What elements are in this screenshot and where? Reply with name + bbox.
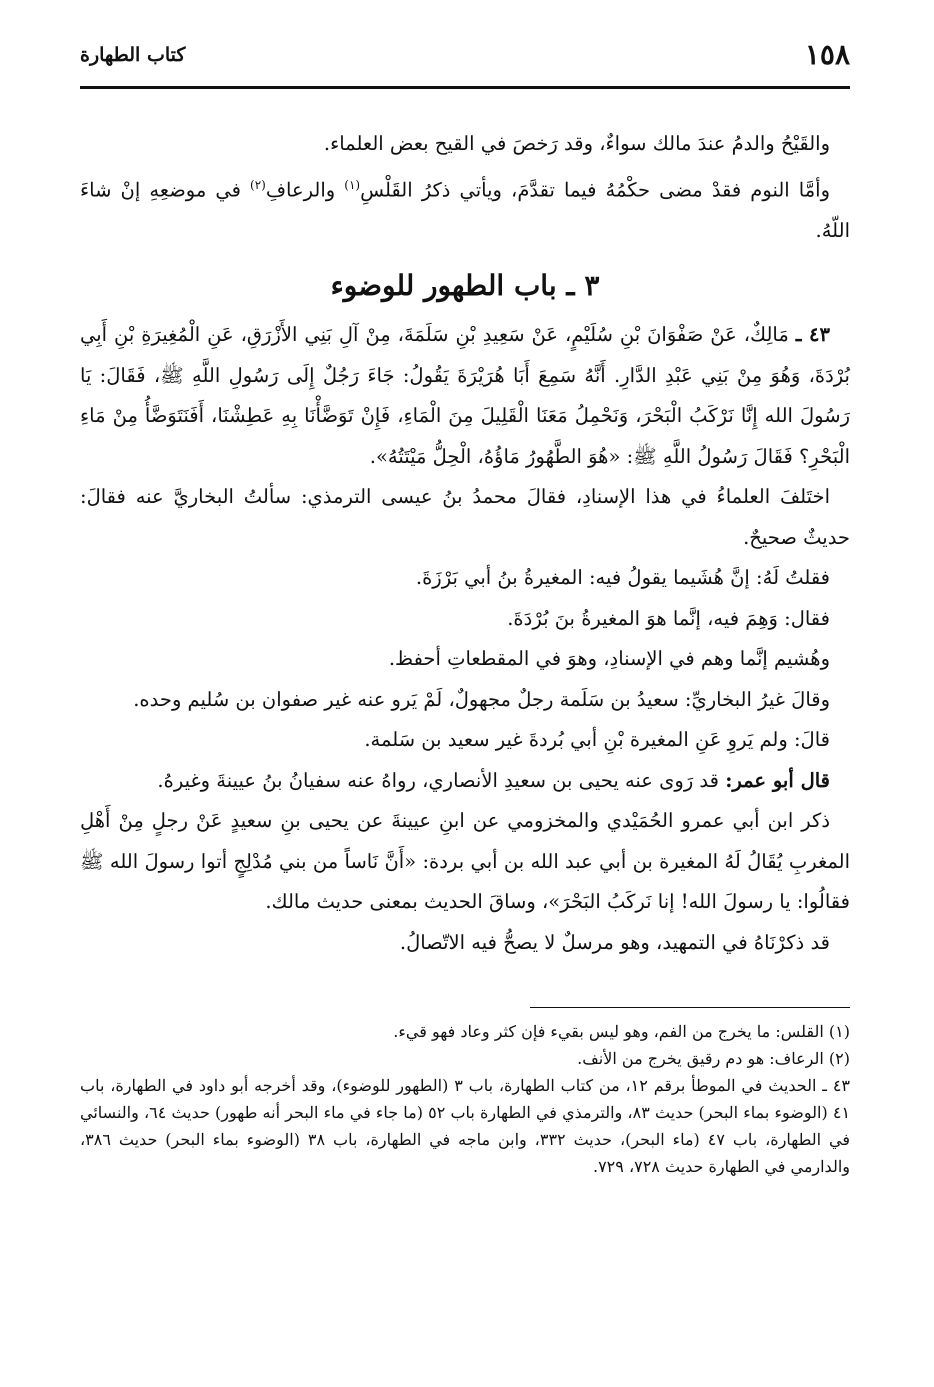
- page-header: [80, 38, 850, 72]
- header-rule: [80, 86, 850, 89]
- intro-line-1: والقَيْحُ والدمُ عندَ مالك سواءٌ، وقد رَخصَ في القيح بعض العلماء.: [323, 132, 830, 155]
- commentary-paragraph: فقال: وَهِمَ فيه، إنَّما هوَ المغيرةُ بنَ بُرْدَةَ.: [507, 606, 830, 630]
- commentary-paragraph: فقلتُ لَهُ: إنَّ هُشَيما يقولُ فيه: المغيرةُ بنُ أبي بَرْزَةَ.: [415, 566, 830, 589]
- main-text: [80, 124, 850, 963]
- footnote-hadith-reference: ٤٣ ـ الحديث في الموطأ برقم ١٢، من كتاب الطهارة، باب ٣ (الطهور للوضوء)، وقد أخرجه أبو داود في الطهارة، باب ٤١ (الوضوء بماء البحر) حديث ٨٣، والترمذي في الطهارة باب ٥٢ (ما جاء في ماء البحر أنه طهور) حديث ٦٤، والنسائي في الطهارة، باب ٤٧ (ماء البحر)، حديث ٣٣٢، وابن ماجه في الطهارة، باب ٣٨ (الوضوء بماء البحر) حديث ٣٨٦، والدارمي في الطهارة حديث ٧٢٨، ٧٢٩.: [80, 1076, 851, 1176]
- footnote-ref-1: (١): [344, 177, 361, 192]
- commentary-paragraph: وقالَ غيرُ البخاريِّ: سعيدُ بن سَلَمة رجلٌ مجهولٌ، لَمْ يَرو عنه غير صفوان بن سُليم وحده.: [133, 687, 830, 711]
- commentary-paragraph: اختَلفَ العلماءُ في هذا الإسنادِ، فقالَ محمدُ بنُ عيسى الترمذي: سألتُ البخاريَّ عنه فقالَ: حديثٌ صحيحٌ.: [80, 485, 850, 549]
- footnotes: [80, 1018, 850, 1180]
- commentary-paragraph: قالَ: ولم يَروِ عَنِ المغيرة بْنِ أبي بُردةَ غير سعيد بن سَلمة.: [364, 728, 830, 751]
- running-title: كتاب الطهارة: [80, 44, 186, 66]
- chapter-title: ٣ ـ باب الطهور للوضوء: [330, 269, 600, 302]
- speaker-label: قال أبو عمر:: [725, 768, 830, 792]
- commentary-paragraph: وهُشيم إنَّما وهم في الإسنادِ، وهوَ في المقطعاتِ أحفظ.: [388, 647, 830, 670]
- hadith-paragraph: [80, 315, 850, 477]
- hadith-number: ٤٣ ـ: [795, 323, 830, 346]
- hadith-text: مَالِكٌ، عَنْ صَفْوَانَ بْنِ سُلَيْمٍ، عَنْ سَعِيدِ بْنِ سَلَمَةَ، مِنْ آلِ بَنِي الأَزْرَقِ، عَنِ الْمُغِيرَةِ بْنِ أَبِي بُرْدَةَ، وَهُوَ مِنْ بَنِي عَبْدِ الدَّارِ. أَنَّهُ سَمِعَ أَبَا هُرَيْرَةَ يَقُولُ: جَاءَ رَجُلٌ إِلَى رَسُولِ اللَّهِ ﷺ، فَقَالَ: يَا رَسُولَ الله إِنَّا نَرْكَبُ الْبَحْرَ، وَنَحْمِلُ مَعَنَا الْقَلِيلَ مِنَ الْمَاءِ، فَإِنْ تَوَضَّأْنَا بِهِ عَطِشْنَا، أَفَنَتَوَضَّأُ مِنْ مَاءِ الْبَحْرِ؟ فَقَالَ رَسُولُ اللَّهِ ﷺ: «هُوَ الطَّهُورُ مَاؤُهُ، الْحِلُّ مَيْتَتُهُ».: [80, 323, 850, 468]
- commentary-paragraph: قال أبو عمر: قد رَوى عنه يحيى بن سعيدِ الأنصاري، رواهُ عنه سفيانُ بنُ عيينةَ وغيرهُ.: [157, 768, 830, 792]
- commentary-paragraph: ذكر ابن أبي عمرو الحُمَيْدي والمخزومي عن ابنِ عيينةَ عن يحيى بنِ سعيدٍ عَنْ رجلٍ مِنْ أَهْلِ المغربِ يُقَالُ لَهُ المغيرة بن أبي عبد الله بن أبي بردة: «أَنَّ نَاساً من بني مُدْلِجٍ أتوا رسولَ الله ﷺ فقالُوا: يا رسولَ الله! إنا نَركَبُ البَحْرَ»، وساقَ الحديث بمعنى حديث مالك.: [80, 809, 850, 913]
- intro-line-2: وأمَّا النوم فقدْ مضى حكْمُهُ فيما تقدَّمَ، ويأتي ذكرُ القَلْسِ$^{(١)}$ والرعافِ$^{(٢)}$ في موضعِهِ إنْ شاءَ اللّهُ.: [80, 177, 850, 242]
- commentary-paragraph: قد ذكرْنَاهُ في التمهيد، وهو مرسلٌ لا يصحُّ فيه الاتّصالُ.: [399, 930, 830, 954]
- page-number: ١٥٨: [804, 38, 850, 71]
- footnote-2: (٢) الرعاف: هو دم رقيق يخرج من الأنف.: [577, 1049, 850, 1068]
- book-page: [80, 38, 850, 1180]
- footnote-rule: [530, 1007, 850, 1008]
- footnote-1: (١) القلس: ما يخرج من الفم، وهو ليس بقيء فإن كثر وعاد فهو قيء.: [393, 1022, 850, 1041]
- footnote-ref-2: (٢): [250, 177, 266, 192]
